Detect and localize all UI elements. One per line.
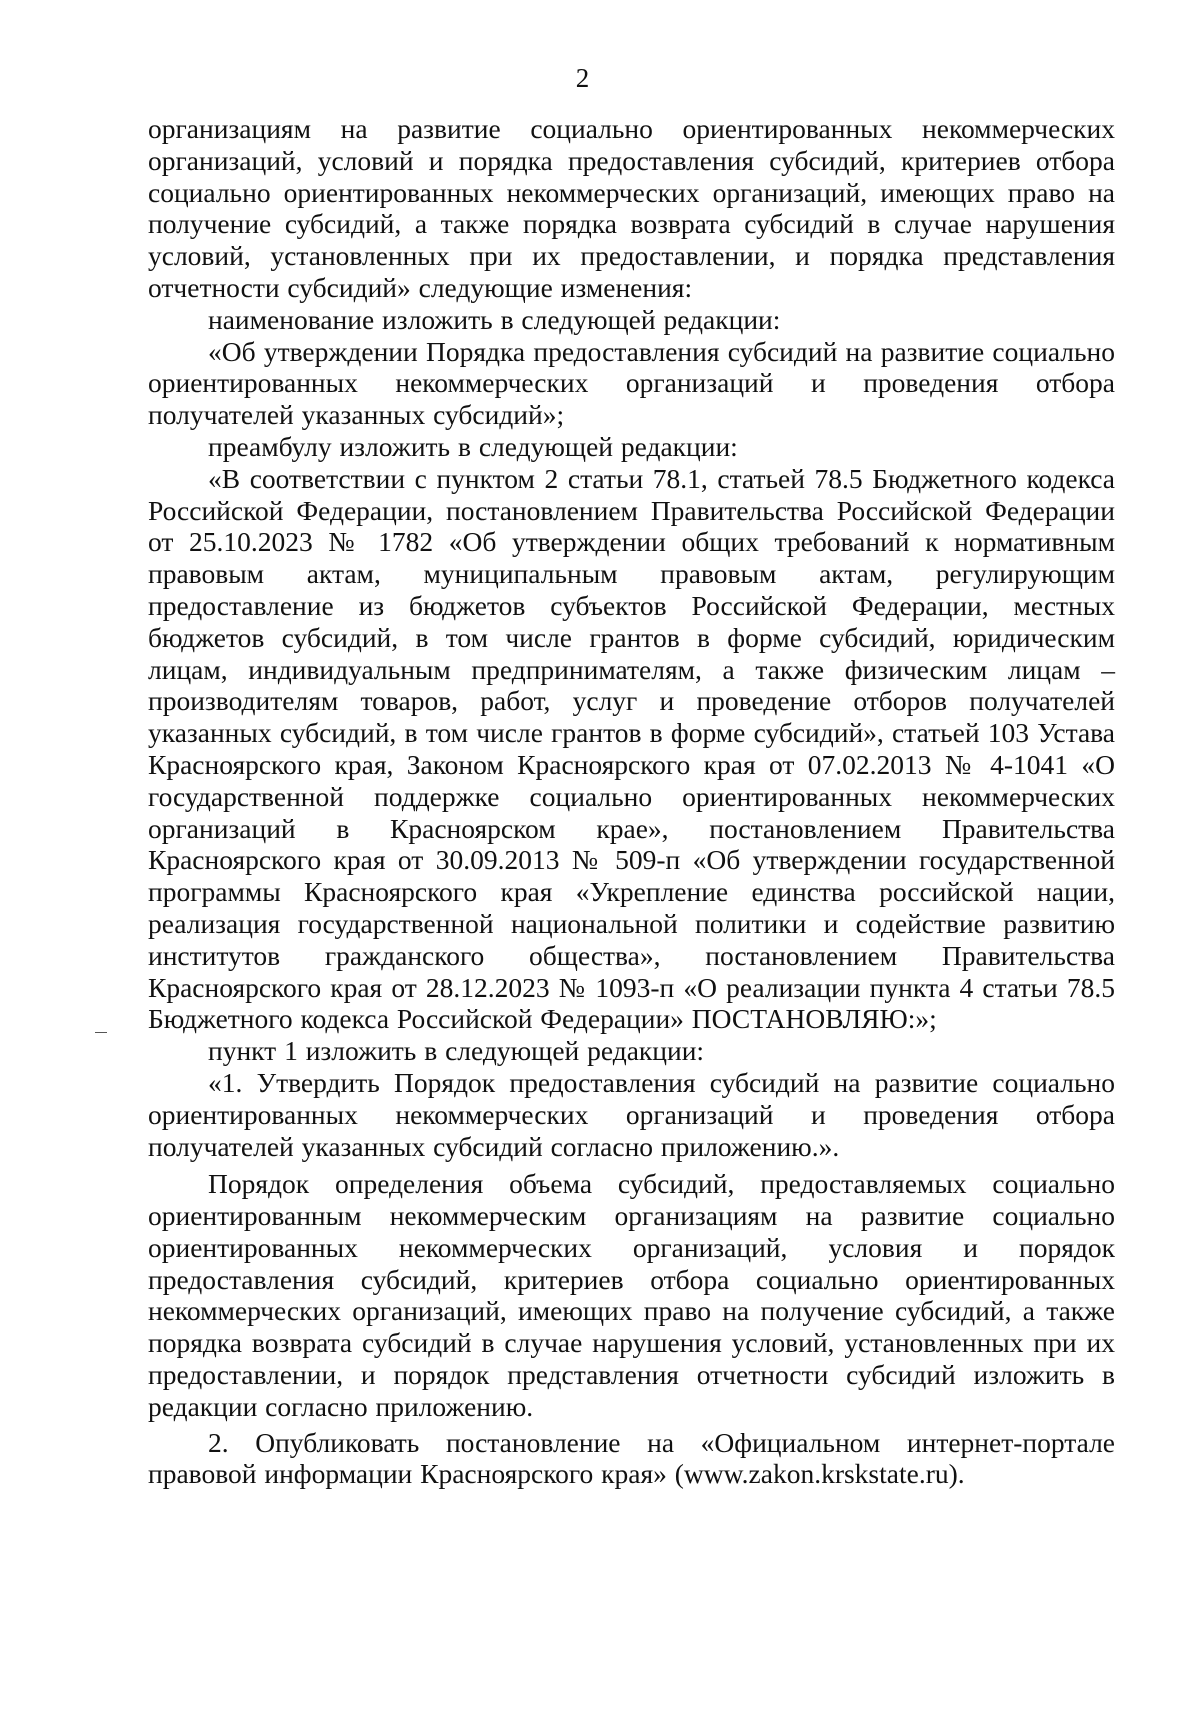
- page-number: 2: [575, 63, 590, 93]
- paragraph-item1-change: пункт 1 изложить в следующей редакции:: [208, 1035, 705, 1067]
- paragraph-continuation: организациям на развитие социально ориентированных некоммерческих организаций, условий и порядка предоставления субсидий, критериев отбора социально ориентированных некоммерческих организаций, имеющих право на получение субсидий, а также порядка возврата субсидий в случае нарушения условий, установленных при их предоставлении, и порядка представления отчетности субсидий» следующие изменения:: [148, 113, 1115, 303]
- paragraph-publish: 2. Опубликовать постановление на «Официальном интернет-портале правовой информации Красноярского края» (www.zakon.krskstate.ru).: [148, 1426, 1115, 1490]
- document-body: [148, 113, 1115, 1490]
- paragraph-new-item1: «1. Утвердить Порядок предоставления субсидий на развитие социально ориентированных некоммерческих организаций и проведения отбора получателей указанных субсидий согласно приложению.».: [148, 1066, 1115, 1162]
- paragraph-new-title: «Об утверждении Порядка предоставления субсидий на развитие социально ориентированных некоммерческих организаций и проведения отбора получателей указанных субсидий»;: [148, 335, 1115, 431]
- paragraph-preamble-change: преамбулу изложить в следующей редакции:: [208, 430, 738, 462]
- margin-scan-mark: [95, 1032, 107, 1033]
- paragraph-title-change: наименование изложить в следующей редакции:: [208, 303, 781, 335]
- paragraph-new-preamble: «В соответствии с пунктом 2 статьи 78.1, статьей 78.5 Бюджетного кодекса Российской Федерации, постановлением Правительства Российской Федерации от 25.10.2023 № 1782 «Об утверждении общих требований к нормативным правовым актам, муниципальным правовым актам, регулирующим предоставление из бюджетов субъектов Российской Федерации, местных бюджетов субсидий, в том числе грантов в форме субсидий, юридическим лицам, индивидуальным предпринимателям, а также физическим лицам – производителям товаров, работ, услуг и проведение отборов получателей указанных субсидий, в том числе грантов в форме субсидий», статьей 103 Устава Красноярского края, Законом Красноярского края от 07.02.2013 № 4-1041 «О государственной поддержке социально ориентированных некоммерческих организаций в Красноярском крае», постановлением Правительства Красноярского края от 30.09.2013 № 509-п «Об утверждении государственной программы Красноярского края «Укрепление единства российской нации, реализация государственной национальной политики и содействие развитию институтов гражданского общества», постановлением Правительства Красноярского края от 28.12.2023 № 1093-п «О реализации пункта 4 статьи 78.5 Бюджетного кодекса Российской Федерации» ПОСТАНОВЛЯЮ:»;: [148, 462, 1115, 1035]
- paragraph-procedure: Порядок определения объема субсидий, предоставляемых социально ориентированным некоммерческим организациям на развитие социально ориентированных некоммерческих организаций, условия и порядок предоставления субсидий, критериев отбора социально ориентированных некоммерческих организаций, имеющих право на получение субсидий, а также порядка возврата субсидий в случае нарушения условий, установленных при их предоставлении, и порядок представления отчетности субсидий изложить в редакции согласно приложению.: [148, 1168, 1115, 1422]
